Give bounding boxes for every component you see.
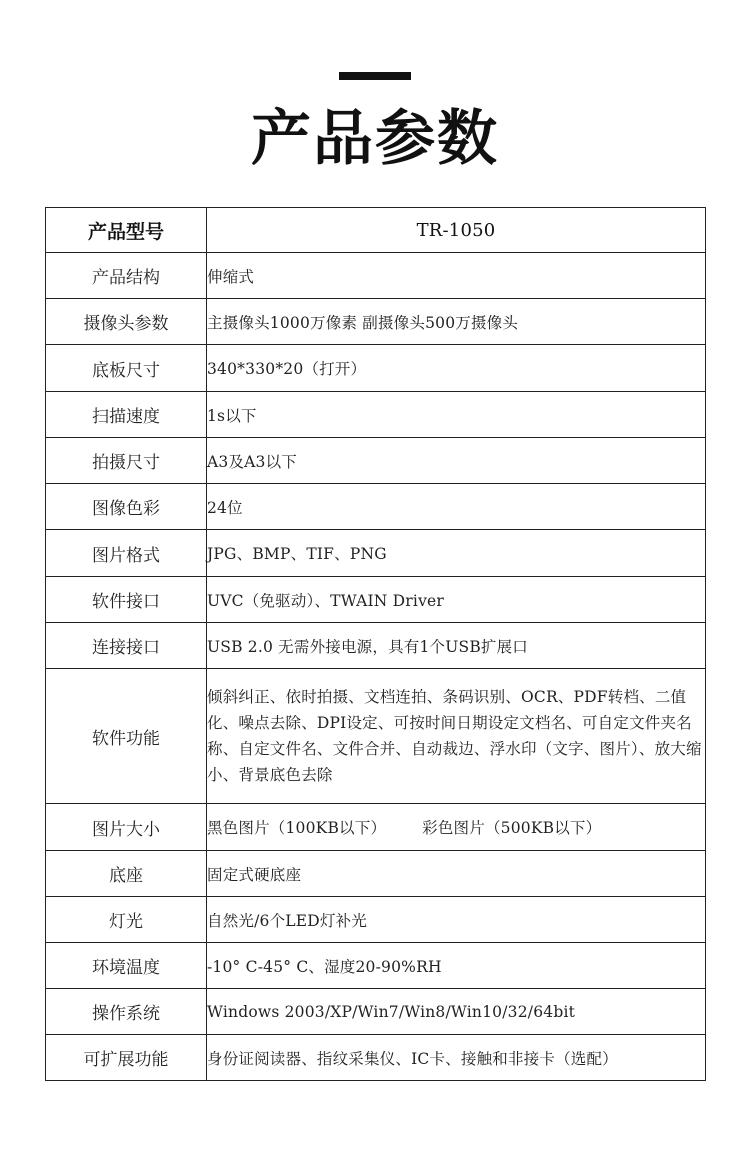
row-label: 产品型号 (46, 208, 207, 253)
row-label: 灯光 (46, 897, 207, 943)
table-row (46, 438, 706, 484)
row-label: 操作系统 (46, 989, 207, 1035)
row-label: 摄像头参数 (46, 299, 207, 345)
table-row (46, 989, 706, 1035)
table-row (46, 577, 706, 623)
color-image-size: 彩色图片（500KB以下） (422, 819, 602, 837)
row-value: 自然光/6个LED灯补光 (207, 897, 706, 943)
row-value: 340*330*20（打开） (207, 345, 706, 392)
row-label: 底座 (46, 851, 207, 897)
row-value: 身份证阅读器、指纹采集仪、IC卡、接触和非接卡（选配） (207, 1035, 706, 1081)
row-value: 主摄像头1000万像素 副摄像头500万摄像头 (207, 299, 706, 345)
table-row (46, 804, 706, 851)
row-value: USB 2.0 无需外接电源，具有1个USB扩展口 (207, 623, 706, 669)
page-title: 产品参数 (251, 104, 499, 174)
row-value: JPG、BMP、TIF、PNG (207, 530, 706, 577)
table-row (46, 345, 706, 392)
table-row (46, 253, 706, 299)
row-value: 1s以下 (207, 392, 706, 438)
row-value: 倾斜纠正、依时拍摄、文档连拍、条码识别、OCR、PDF转档、二值化、噪点去除、DPI设定、可按时间日期设定文档名、可自定文件夹名称、自定文件名、文件合并、自动裁边、浮水印（文字、图片）、放大缩小、背景底色去除 (207, 669, 706, 804)
table-row (46, 299, 706, 345)
row-value: 24位 (207, 484, 706, 530)
row-value: Windows 2003/XP/Win7/Win8/Win10/32/64bit (207, 989, 706, 1035)
row-label: 图片格式 (46, 530, 207, 577)
table-row (46, 623, 706, 669)
table-row (46, 943, 706, 989)
table-row (46, 484, 706, 530)
row-label: 可扩展功能 (46, 1035, 207, 1081)
row-value: A3及A3以下 (207, 438, 706, 484)
row-value: -10° C-45° C、湿度20-90%RH (207, 943, 706, 989)
row-label: 图像色彩 (46, 484, 207, 530)
table-row (46, 851, 706, 897)
table-row (46, 897, 706, 943)
title-accent-bar (339, 72, 411, 80)
row-label: 软件功能 (46, 669, 207, 804)
table-row (46, 1035, 706, 1081)
row-value: UVC（免驱动）、TWAIN Driver (207, 577, 706, 623)
table-row (46, 392, 706, 438)
row-label: 产品结构 (46, 253, 207, 299)
table-row-header (46, 208, 706, 253)
row-value: 伸缩式 (207, 253, 706, 299)
row-label: 底板尺寸 (46, 345, 207, 392)
table-row (46, 669, 706, 804)
row-label: 连接接口 (46, 623, 207, 669)
row-label: 扫描速度 (46, 392, 207, 438)
row-label: 拍摄尺寸 (46, 438, 207, 484)
black-image-size: 黑色图片（100KB以下） (207, 819, 387, 837)
row-label: 图片大小 (46, 804, 207, 851)
spec-table (45, 207, 706, 1081)
row-value (207, 804, 706, 851)
row-label: 软件接口 (46, 577, 207, 623)
row-value: 固定式硬底座 (207, 851, 706, 897)
row-label: 环境温度 (46, 943, 207, 989)
row-value: TR-1050 (207, 208, 706, 253)
table-row (46, 530, 706, 577)
